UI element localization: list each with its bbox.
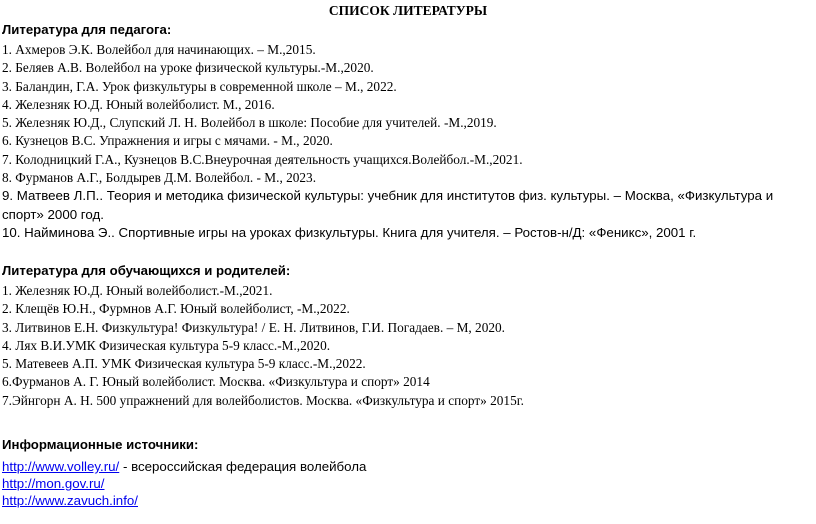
- list-item: 1. Железняк Ю.Д. Юный волейболист.-М.,2021.: [2, 283, 273, 298]
- list-item: 9. Матвеев Л.П.. Теория и методика физической культуры: учебник для институтов физ. культуры. – Москва, «Физкультура и спорт» 2000 год.: [2, 188, 774, 222]
- list-item: 5. Матевеев А.П. УМК Физическая культура 5-9 класс.-М.,2022.: [2, 356, 366, 372]
- list-item: 3. Баландин, Г.А. Урок физкультуры в современной школе – М., 2022.: [2, 78, 397, 94]
- source-row: [2, 458, 366, 475]
- list-item: 8. Фурманов А.Г., Болдырев Д.М. Волейбол. - М., 2023.: [2, 170, 317, 186]
- list-item: 4. Железняк Ю.Д. Юный волейболист. М., 2016.: [2, 96, 275, 112]
- source-link[interactable]: http://www.zavuch.info/: [2, 493, 138, 508]
- list-item: 1. Ахмеров Э.К. Волейбол для начинающих. – М.,2015.: [2, 42, 316, 57]
- list-item: 3. Литвинов Е.Н. Физкультура! Физкультура! / Е. Н. Литвинов, Г.И. Погадаев. – М, 2020.: [2, 319, 505, 335]
- list-item: 4. Лях В.И.УМК Физическая культура 5-9 класс.-М.,2020.: [2, 337, 331, 353]
- section-heading-students: Литература для обучающихся и родителей:: [2, 263, 291, 278]
- list-item: 5. Железняк Ю.Д., Слупский Л. Н. Волейбол в школе: Пособие для учителей. -М.,2019.: [2, 115, 497, 131]
- list-item: 7. Колодницкий Г.А., Кузнецов В.С.Внеурочная деятельность учащихся.Волейбол.-М.,2021.: [2, 151, 523, 167]
- list-item: 10. Найминова Э.. Спортивные игры на уроках физкультуры. Книга для учителя. – Ростов-н/Д: «Феникс», 2001 г.: [2, 224, 697, 240]
- source-link[interactable]: http://www.volley.ru/: [2, 459, 120, 474]
- students-literature-list: [2, 282, 812, 410]
- source-link[interactable]: http://mon.gov.ru/: [2, 476, 105, 491]
- list-item: 2. Клещёв Ю.Н., Фурмнов А.Г. Юный волейболист, -М.,2022.: [2, 301, 350, 317]
- teachers-literature-list: [2, 41, 812, 242]
- list-item: 6.Фурманов А. Г. Юный волейболист. Москва. «Физкультура и спорт» 2014: [2, 374, 430, 390]
- section-heading-teachers: Литература для педагога:: [2, 22, 172, 37]
- list-item: 6. Кузнецов В.С. Упражнения и игры с мячами. - М., 2020.: [2, 133, 333, 149]
- page-title: СПИСОК ЛИТЕРАТУРЫ: [328, 3, 488, 18]
- section-heading-sources: Информационные источники:: [2, 437, 199, 452]
- list-item: 2. Беляев А.В. Волейбол на уроке физической культуры.-М.,2020.: [2, 60, 374, 76]
- list-item: 7.Эйнгорн А. Н. 500 упражнений для волейболистов. Москва. «Физкультура и спорт» 2015г.: [2, 392, 524, 408]
- source-row: [2, 492, 138, 509]
- source-row: [2, 475, 105, 492]
- source-description: - всероссийская федерация волейбола: [119, 459, 367, 474]
